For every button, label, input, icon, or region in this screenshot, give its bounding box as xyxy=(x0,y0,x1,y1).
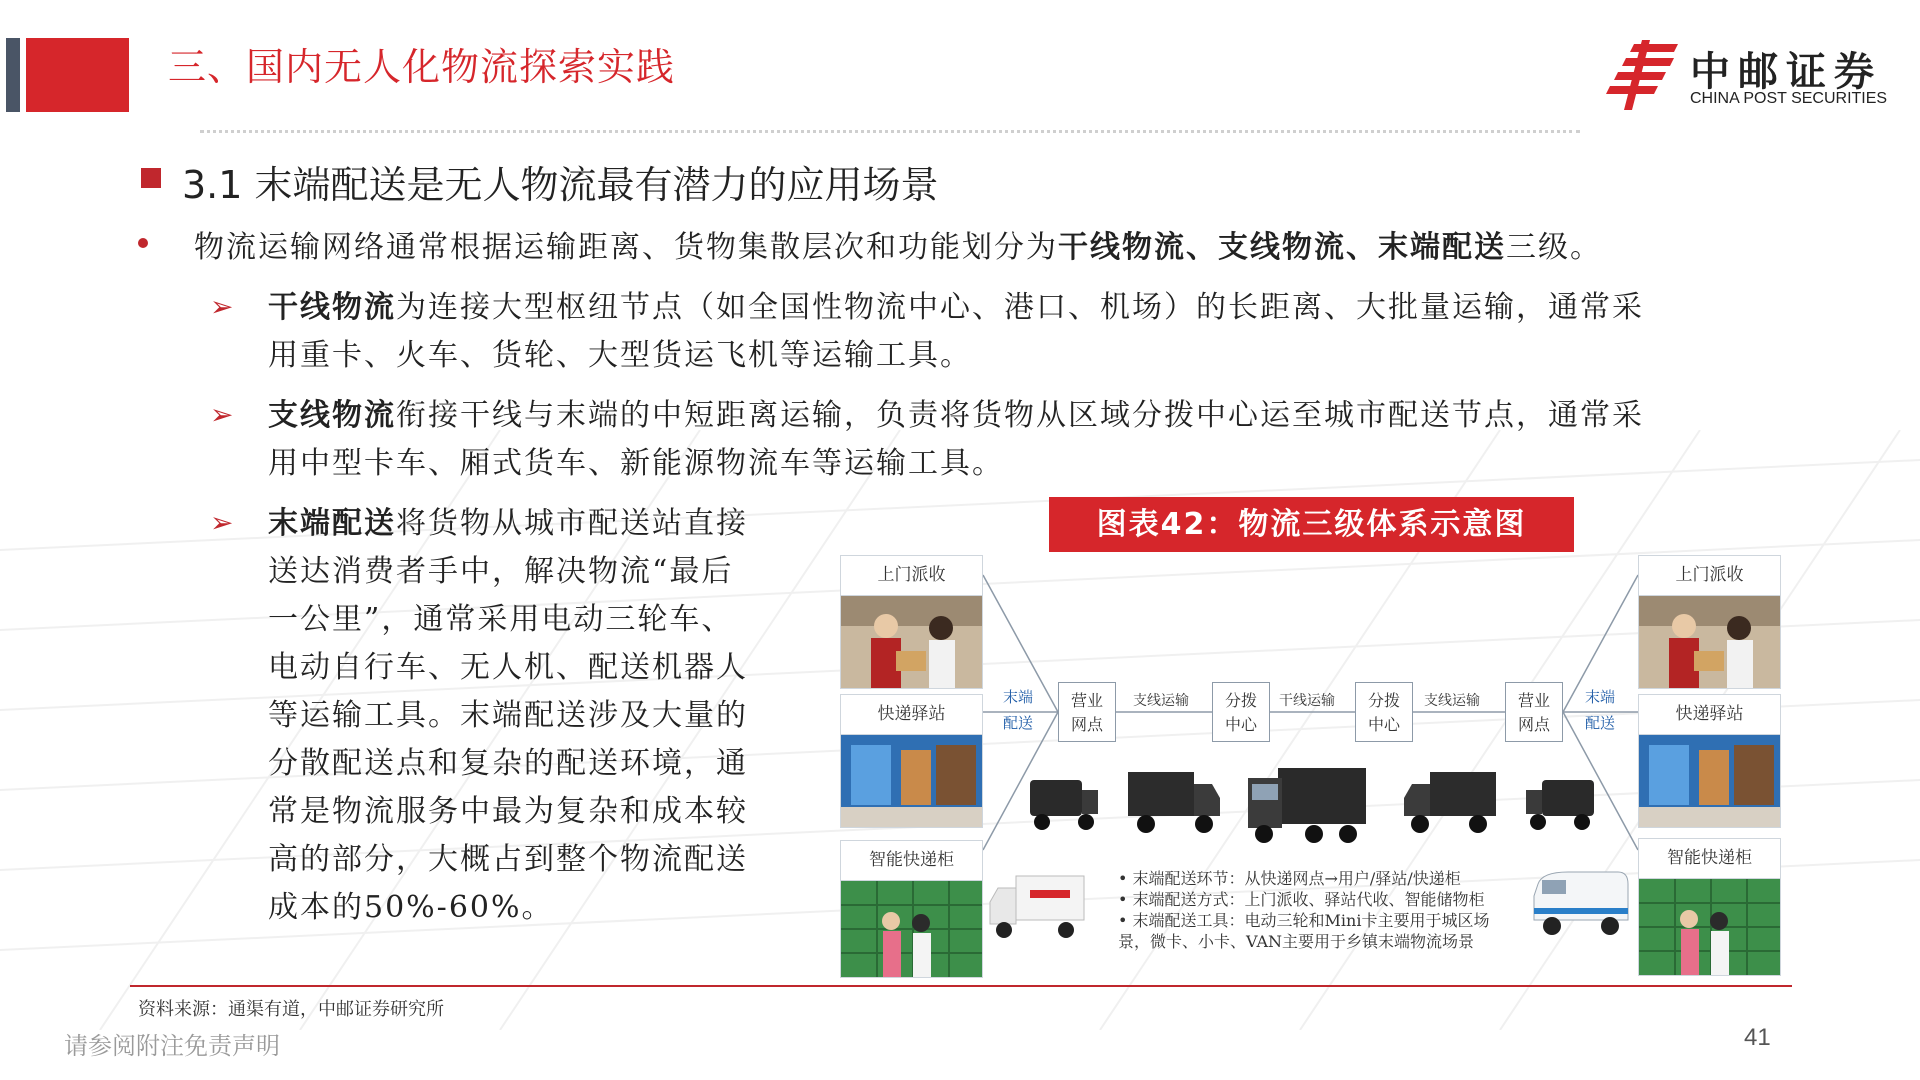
delivery-card-station xyxy=(1638,694,1781,828)
node-business-outlet xyxy=(1058,682,1116,742)
intro-text-post: 三级。 xyxy=(1506,230,1602,265)
card-label: 快递驿站 xyxy=(841,695,982,735)
item-branch-text: 衔接干线与末端的中短距离运输，负责将货物从区域分拨中心运至城市配送节点，通常采 xyxy=(396,398,1644,433)
page-number: 41 xyxy=(1744,1024,1771,1051)
item-lastmile-term: 末端配送 xyxy=(268,506,396,541)
node-business-outlet xyxy=(1505,682,1563,742)
card-label: 智能快递柜 xyxy=(841,841,982,881)
mini-truck-icon xyxy=(986,872,1088,942)
node-label: 分拨 xyxy=(1224,691,1257,710)
electric-tricycle-icon xyxy=(1522,772,1604,834)
item-lastmile-line: 送达消费者手中，解决物流“最后 xyxy=(268,554,734,589)
item-trunk-line1 xyxy=(268,284,1644,332)
item-lastmile-text: 将货物从城市配送站直接 xyxy=(396,506,748,541)
card-label: 智能快递柜 xyxy=(1639,839,1780,879)
item-trunk-line2: 用重卡、火车、货轮、大型货运飞机等运输工具。 xyxy=(268,338,972,373)
item-lastmile-line: 一公里”，通常采用电动三轮车、 xyxy=(268,602,734,637)
end-label-line: 末端 xyxy=(1002,688,1033,706)
note-line: • 末端配送环节：从快递网点→用户/驿站/快递柜 xyxy=(1118,869,1461,888)
card-label: 上门派收 xyxy=(1639,556,1780,596)
item-lastmile-line: 等运输工具。末端配送涉及大量的 xyxy=(268,698,748,733)
footer-divider xyxy=(130,985,1792,987)
delivery-card-locker xyxy=(840,840,983,978)
header-accent-red xyxy=(26,38,129,112)
intro-text-bold: 干线物流、支线物流、末端配送 xyxy=(1058,230,1506,265)
delivery-card-doorstep xyxy=(840,555,983,689)
node-label: 中心 xyxy=(1224,715,1257,734)
end-delivery-label-right xyxy=(1580,684,1620,736)
delivery-card-doorstep xyxy=(1638,555,1781,689)
heavy-truck-icon xyxy=(1244,766,1370,846)
locker-photo xyxy=(841,881,982,977)
logo-english-name: CHINA POST SECURITIES xyxy=(1690,90,1888,107)
link-label-trunk: 干线运输 xyxy=(1279,693,1335,709)
header-divider xyxy=(200,130,1580,133)
end-label-line: 配送 xyxy=(1584,714,1615,732)
electric-tricycle-icon xyxy=(1020,772,1102,834)
link-label-branch: 支线运输 xyxy=(1133,693,1189,709)
locker-photo xyxy=(1639,879,1780,975)
arrow-bullet-icon: ➢ xyxy=(210,506,234,539)
end-label-line: 末端 xyxy=(1584,688,1615,706)
item-lastmile-line: 成本的50%-60%。 xyxy=(268,890,554,925)
intro-paragraph xyxy=(194,224,1602,272)
end-delivery-label-left xyxy=(998,684,1038,736)
company-logo xyxy=(1604,40,1894,110)
node-label: 中心 xyxy=(1367,715,1400,734)
note-line: • 末端配送方式：上门派收、驿站代收、智能储物柜 xyxy=(1118,890,1485,909)
light-truck-icon xyxy=(1400,766,1500,838)
item-lastmile-line: 高的部分，大概占到整个物流配送 xyxy=(268,842,748,877)
card-label: 上门派收 xyxy=(841,556,982,596)
header-accent-dark xyxy=(6,38,20,112)
station-photo xyxy=(1639,735,1780,827)
source-note: 资料来源：通渠有道，中邮证券研究所 xyxy=(138,999,444,1020)
end-label-line: 配送 xyxy=(1002,714,1033,732)
intro-text-pre: 物流运输网络通常根据运输距离、货物集散层次和功能划分为 xyxy=(194,230,1058,265)
light-truck-icon xyxy=(1124,766,1224,838)
node-label: 营业 xyxy=(1070,691,1103,710)
logo-chinese-name: 中邮证券 xyxy=(1690,49,1882,95)
doorstep-photo xyxy=(1639,596,1780,688)
item-lastmile-line: 分散配送点和复杂的配送环境，通 xyxy=(268,746,748,781)
node-label: 网点 xyxy=(1070,715,1103,734)
note-line: 景，微卡、小卡、VAN主要用于乡镇末端物流场景 xyxy=(1118,932,1475,951)
china-post-emblem-icon xyxy=(1604,40,1680,110)
figure-notes xyxy=(1118,868,1489,952)
arrow-bullet-icon: ➢ xyxy=(210,398,234,431)
doorstep-photo xyxy=(841,596,982,688)
node-label: 分拨 xyxy=(1367,691,1400,710)
node-sorting-center xyxy=(1212,682,1270,742)
item-trunk-term: 干线物流 xyxy=(268,290,396,325)
item-branch-term: 支线物流 xyxy=(268,398,396,433)
link-label-branch: 支线运输 xyxy=(1424,693,1480,709)
item-lastmile-line: 电动自行车、无人机、配送机器人 xyxy=(268,650,748,685)
bullet-dot xyxy=(138,238,148,248)
node-sorting-center xyxy=(1355,682,1413,742)
item-branch-line2: 用中型卡车、厢式货车、新能源物流车等运输工具。 xyxy=(268,446,1004,481)
item-branch-line1 xyxy=(268,392,1644,440)
page-title: 三、国内无人化物流探索实践 xyxy=(168,45,676,89)
note-line: • 末端配送工具：电动三轮和Mini卡主要用于城区场 xyxy=(1118,911,1490,930)
item-lastmile-line1 xyxy=(268,500,748,548)
figure-title: 图表42：物流三级体系示意图 xyxy=(1049,497,1574,552)
station-photo xyxy=(841,735,982,827)
item-trunk-text: 为连接大型枢纽节点（如全国性物流中心、港口、机场）的长距离、大批量运输，通常采 xyxy=(396,290,1644,325)
section-marker xyxy=(141,168,161,188)
disclaimer-link[interactable]: 请参阅附注免责声明 xyxy=(64,1032,280,1060)
electric-van-icon xyxy=(1528,868,1632,940)
card-label: 快递驿站 xyxy=(1639,695,1780,735)
arrow-bullet-icon: ➢ xyxy=(210,290,234,323)
item-lastmile-line: 常是物流服务中最为复杂和成本较 xyxy=(268,794,748,829)
delivery-card-station xyxy=(840,694,983,828)
node-label: 网点 xyxy=(1517,715,1550,734)
section-title: 3.1 末端配送是无人物流最有潜力的应用场景 xyxy=(182,163,939,207)
node-label: 营业 xyxy=(1517,691,1550,710)
delivery-card-locker xyxy=(1638,838,1781,976)
